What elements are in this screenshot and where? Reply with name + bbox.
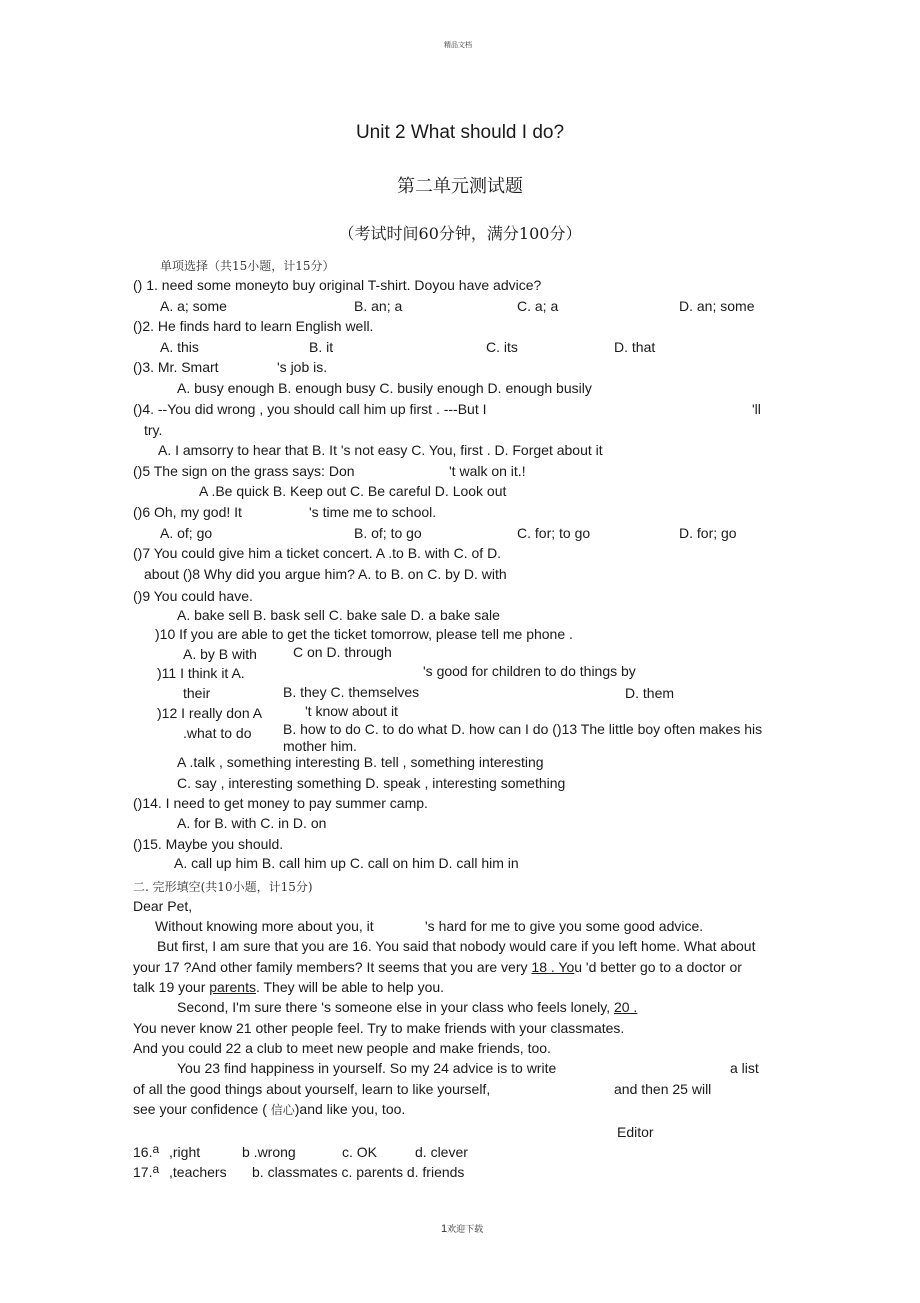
q9-options: A. bake sell B. bask sell C. bake sale D. a bake sale: [177, 607, 500, 623]
q1-option-c: C. a; a: [517, 298, 559, 314]
q2-option-b: B. it: [309, 339, 334, 355]
letter-salutation: Dear Pet,: [133, 898, 193, 914]
q11-options-bc: B. they C. themselves: [283, 684, 420, 700]
paragraph-4-line-2-end: and then 25 will: [614, 1081, 712, 1097]
q16-option-a: ,right: [169, 1144, 201, 1160]
question-3-end: 's job is.: [277, 359, 328, 375]
exam-info: （考试时间60分钟，满分100分）: [338, 224, 582, 243]
paragraph-4-line-2: of all the good things about yourself, learn to like yourself,: [133, 1081, 491, 1097]
paragraph-2-line-2: your 17 ?And other family members? It seems that you are very 18 . You 'd better go to a doctor or: [133, 959, 742, 975]
q16-option-b: b .wrong: [242, 1144, 296, 1160]
question-8: about ()8 Why did you argue him? A. to B. on C. by D. with: [144, 566, 507, 582]
question-10: )10 If you are able to get the ticket tomorrow, please tell me phone .: [155, 626, 573, 642]
question-11-end: 's good for children to do things by: [423, 663, 636, 679]
chinese-subtitle: 第二单元测试题: [397, 176, 523, 197]
q6-option-a: A. of; go: [160, 525, 213, 541]
q6-option-d: D. for; go: [679, 525, 737, 541]
q15-options: A. call up him B. call him up C. call on him D. call him in: [174, 855, 519, 871]
q5-options: A .Be quick B. Keep out C. Be careful D. Look out: [199, 483, 507, 499]
footer-text: 欢迎下载: [447, 1224, 484, 1234]
question-4-end: 'll: [752, 401, 761, 417]
q12-option-a: .what to do: [183, 725, 252, 741]
question-1: () 1. need some moneyto buy original T-shirt. Doyou have advice?: [133, 277, 542, 293]
q16-number: 16.a: [133, 1142, 160, 1160]
question-6-end: 's time me to school.: [309, 504, 437, 520]
q17-options-rest: b. classmates c. parents d. friends: [252, 1164, 465, 1180]
q16-option-c: c. OK: [342, 1144, 378, 1160]
page-header: 精品文档: [444, 42, 472, 49]
paragraph-2-line-3: talk 19 your parents. They will be able to help you.: [133, 979, 445, 995]
q10-options-cd: C on D. through: [293, 644, 392, 660]
q11-their: their: [183, 685, 211, 701]
q6-option-b: B. of; to go: [354, 525, 422, 541]
question-6: ()6 Oh, my god! It: [133, 504, 242, 520]
paragraph-1-end: 's hard for me to give you some good advice.: [425, 918, 704, 934]
paragraph-4-line-1: You 23 find happiness in yourself. So my 24 advice is to write: [177, 1060, 557, 1076]
question-12: )12 I really don A: [157, 705, 263, 721]
q17-option-a: ,teachers: [169, 1164, 227, 1180]
paragraph-3-line-2: You never know 21 other people feel. Try to make friends with your classmates.: [133, 1020, 625, 1036]
q2-option-c: C. its: [486, 339, 518, 355]
q1-option-a: A. a; some: [160, 298, 227, 314]
q3-options: A. busy enough B. enough busy C. busily enough D. enough busily: [177, 380, 592, 396]
q13-options-ab: A .talk , something interesting B. tell , something interesting: [177, 754, 544, 770]
paragraph-1: Without knowing more about you, it: [155, 918, 374, 934]
q14-options: A. for B. with C. in D. on: [177, 815, 327, 831]
section-1-heading: 单项选择（共15小题，计15分）: [160, 259, 335, 273]
page-title: Unit 2 What should I do?: [355, 122, 565, 143]
page-footer: [441, 1222, 483, 1235]
paragraph-3-line-3: And you could 22 a club to meet new people and make friends, too.: [133, 1040, 551, 1056]
question-3: ()3. Mr. Smart: [133, 359, 219, 375]
q10-options-ab: A. by B with: [183, 646, 257, 662]
question-4: ()4. --You did wrong , you should call him up first . ---But I: [133, 401, 487, 417]
q2-option-d: D. that: [614, 339, 656, 355]
paragraph-2-line-1: But first, I am sure that you are 16. You said that nobody would care if you left home. What about: [157, 938, 756, 954]
paragraph-4-line-3: see your confidence ( 信心)and like you, too.: [133, 1101, 406, 1117]
q1-option-b: B. an; a: [354, 298, 403, 314]
q1-option-d: D. an; some: [679, 298, 755, 314]
question-7: ()7 You could give him a ticket concert. A .to B. with C. of D.: [133, 545, 502, 561]
paragraph-3-line-1: Second, I'm sure there 's someone else in your class who feels lonely, 20 .: [177, 999, 638, 1015]
question-11: )11 I think it A.: [157, 665, 245, 681]
question-15: ()15. Maybe you should.: [133, 836, 284, 852]
q16-option-d: d. clever: [415, 1144, 468, 1160]
q6-option-c: C. for; to go: [517, 525, 591, 541]
section-2-heading: 二. 完形填空(共10小题，计15分): [133, 880, 313, 894]
paragraph-4-line-1-end: a list: [730, 1060, 759, 1076]
question-5: ()5 The sign on the grass says: Don: [133, 463, 355, 479]
q2-option-a: A. this: [160, 339, 199, 355]
page-number: 1: [441, 1223, 448, 1235]
letter-signature: Editor: [617, 1124, 654, 1140]
question-2: ()2. He finds hard to learn English well.: [133, 318, 374, 334]
question-14: ()14. I need to get money to pay summer camp.: [133, 795, 428, 811]
question-5-end: 't walk on it.!: [449, 463, 526, 479]
q11-option-d: D. them: [625, 685, 675, 701]
q12-options-rest: B. how to do C. to do what D. how can I do ()13 The little boy often makes his: [283, 721, 763, 737]
q17-number: 17.a: [133, 1162, 160, 1180]
question-4-cont: try.: [144, 422, 163, 438]
question-12-end: 't know about it: [305, 703, 398, 719]
question-13-cont: mother him.: [283, 738, 357, 754]
question-9: ()9 You could have.: [133, 588, 253, 604]
q4-options: A. I amsorry to hear that B. It 's not easy C. You, first . D. Forget about it: [158, 442, 603, 458]
q13-options-cd: C. say , interesting something D. speak , interesting something: [177, 775, 566, 791]
